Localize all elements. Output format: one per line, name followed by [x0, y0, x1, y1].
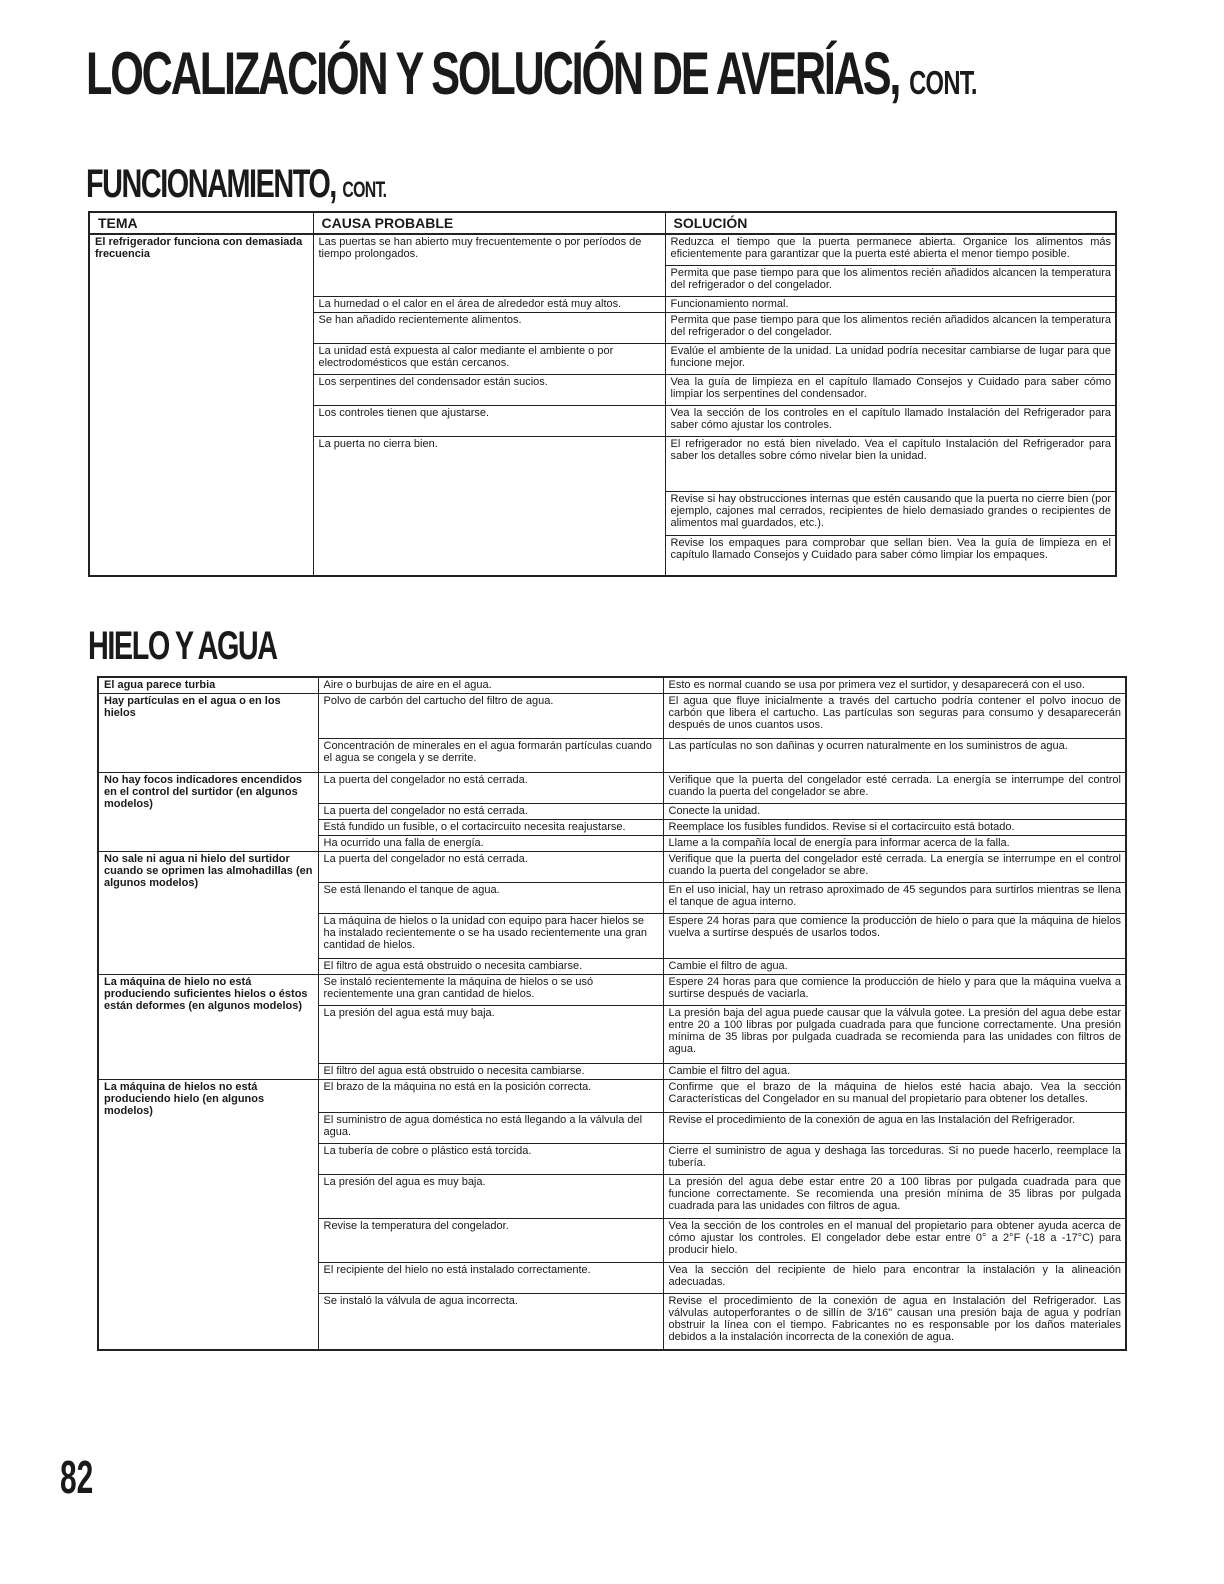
causa-cell: La puerta del congelador no está cerrada. [318, 852, 663, 883]
solucion-cell: El agua que fluye inicialmente a través del cartucho podría contener el polvo inocuo de carbón que libera el cartucho. Las partículas son seguras para consumo y desaparecerán después de unos cuantos usos. [663, 694, 1126, 739]
causa-cell: Aire o burbujas de aire en el agua. [318, 677, 663, 694]
tema-cell: El agua parece turbia [98, 677, 318, 694]
causa-cell: La tubería de cobre o plástico está torcida. [318, 1144, 663, 1175]
causa-cell: Está fundido un fusible, o el cortacircuito necesita reajustarse. [318, 820, 663, 836]
tema-cell: No hay focos indicadores encendidos en el control del surtidor (en algunos modelos) [98, 773, 318, 852]
solucion-cell: Conecte la unidad. [663, 804, 1126, 820]
causa-cell: La humedad o el calor en el área de alrededor está muy altos. [313, 297, 665, 313]
solucion-cell: Cambie el filtro del agua. [663, 1064, 1126, 1080]
solucion-cell: Permita que pase tiempo para que los alimentos recién añadidos alcancen la temperatura del refrigerador o del congelador. [665, 266, 1116, 297]
section-heading-text: FUNCIONAMIENTO, [86, 162, 336, 206]
causa-cell: Polvo de carbón del cartucho del filtro de agua. [318, 694, 663, 739]
solucion-cell: Revise el procedimiento de la conexión de agua en las Instalación del Refrigerador. [663, 1113, 1126, 1144]
causa-cell: Revise la temperatura del congelador. [318, 1219, 663, 1263]
hielo-agua-table [97, 676, 1127, 1351]
causa-cell: Se instaló recientemente la máquina de hielos o se usó recientemente una gran cantidad de hielos. [318, 975, 663, 1006]
section-heading-hielo-agua: HIELO Y AGUA [88, 624, 277, 668]
solucion-cell: Cambie el filtro de agua. [663, 959, 1126, 975]
causa-cell: El recipiente del hielo no está instalado correctamente. [318, 1263, 663, 1294]
table-row [98, 852, 1126, 883]
page-number: 82 [60, 1451, 94, 1503]
page-title-text: LOCALIZACIÓN Y SOLUCIÓN DE AVERÍAS, [86, 40, 900, 107]
header-tema: TEMA [89, 212, 313, 234]
solucion-cell: Revise los empaques para comprobar que sellan bien. Vea la guía de limpieza en el capítulo llamado Consejos y Cuidado para saber cómo limpiar los empaques. [665, 536, 1116, 577]
table-row [98, 1080, 1126, 1113]
solucion-cell: Vea la sección del recipiente de hielo para encontrar la instalación y la alineación adecuadas. [663, 1263, 1126, 1294]
tema-cell: El refrigerador funciona con demasiada frecuencia [89, 234, 313, 576]
solucion-cell: Llame a la compañía local de energía para informar acerca de la falla. [663, 836, 1126, 852]
causa-cell: Se instaló la válvula de agua incorrecta. [318, 1294, 663, 1351]
table-row [98, 773, 1126, 804]
causa-cell: Concentración de minerales en el agua formarán partículas cuando el agua se congela y se derrite. [318, 739, 663, 773]
table-row [98, 677, 1126, 694]
tema-cell: La máquina de hielo no está produciendo suficientes hielos o éstos están deformes (en algunos modelos) [98, 975, 318, 1080]
causa-cell: El filtro de agua está obstruido o necesita cambiarse. [318, 959, 663, 975]
tema-cell: No sale ni agua ni hielo del surtidor cuando se oprimen las almohadillas (en algunos modelos) [98, 852, 318, 975]
solucion-cell: En el uso inicial, hay un retraso aproximado de 45 segundos para surtirlos mientras se llena el tanque de agua interno. [663, 883, 1126, 914]
causa-cell: Se está llenando el tanque de agua. [318, 883, 663, 914]
section-heading-suffix: CONT. [342, 177, 387, 202]
causa-cell: Ha ocurrido una falla de energía. [318, 836, 663, 852]
causa-cell: El filtro del agua está obstruido o necesita cambiarse. [318, 1064, 663, 1080]
causa-cell: La máquina de hielos o la unidad con equipo para hacer hielos se ha instalado recientemente o se ha usado recientemente una gran cantidad de hielos. [318, 914, 663, 959]
solucion-cell: La presión baja del agua puede causar que la válvula gotee. La presión del agua debe estar entre 20 a 100 libras por pulgada cuadrada para que funcione correctamente. Una presión mínima de 35 libras por pulgada cuadrada se recomienda para las unidades con filtros de agua. [663, 1006, 1126, 1064]
tema-cell: Hay partículas en el agua o en los hielos [98, 694, 318, 773]
causa-cell: Los serpentines del condensador están sucios. [313, 375, 665, 406]
solucion-cell: Esto es normal cuando se usa por primera vez el surtidor, y desaparecerá con el uso. [663, 677, 1126, 694]
solucion-cell: La presión del agua debe estar entre 20 a 100 libras por pulgada cuadrada para que funcione correctamente. Se recomienda una presión mínima de 35 libras por pulgada cuadrada para las unidades con filtros de agua. [663, 1175, 1126, 1219]
solucion-cell: Vea la guía de limpieza en el capítulo llamado Consejos y Cuidado para saber cómo limpiar los serpentines del condensador. [665, 375, 1116, 406]
causa-cell: Se han añadido recientemente alimentos. [313, 313, 665, 344]
solucion-cell: Reemplace los fusibles fundidos. Revise si el cortacircuito está botado. [663, 820, 1126, 836]
solucion-cell: Vea la sección de los controles en el capítulo llamado Instalación del Refrigerador para saber cómo ajustar los controles. [665, 406, 1116, 437]
causa-cell: La presión del agua es muy baja. [318, 1175, 663, 1219]
solucion-cell: Revise si hay obstrucciones internas que estén causando que la puerta no cierre bien (por ejemplo, cajones mal cerrados, recipientes de hielo demasiado grandes o recipientes de alimentos mal guardados, etc.). [665, 492, 1116, 536]
header-causa: CAUSA PROBABLE [313, 212, 665, 234]
tema-cell: La máquina de hielos no está produciendo hielo (en algunos modelos) [98, 1080, 318, 1351]
solucion-cell: Evalúe el ambiente de la unidad. La unidad podría necesitar cambiarse de lugar para que funcione mejor. [665, 344, 1116, 375]
causa-cell: Los controles tienen que ajustarse. [313, 406, 665, 437]
causa-cell: El brazo de la máquina no está en la posición correcta. [318, 1080, 663, 1113]
solucion-cell: Verifique que la puerta del congelador esté cerrada. La energía se interrumpe del control cuando la puerta del congelador se abre. [663, 773, 1126, 804]
solucion-cell: El refrigerador no está bien nivelado. Vea el capítulo Instalación del Refrigerador para saber los detalles sobre cómo nivelar bien la unidad. [665, 437, 1116, 492]
causa-cell: La puerta no cierra bien. [313, 437, 665, 577]
solucion-cell: Reduzca el tiempo que la puerta permanece abierta. Organice los alimentos más eficientemente para garantizar que la puerta esté abierta el menor tiempo posible. [665, 234, 1116, 266]
solucion-cell: Revise el procedimiento de la conexión de agua en Instalación del Refrigerador. Las válvulas autoperforantes o de sillín de 3/16" causan una presión baja de agua y podrían obstruir la línea con el tiempo. Fabricantes no es responsable por los daños materiales debidos a la instalación incorrecta de la conexión de agua. [663, 1294, 1126, 1351]
funcionamiento-table [88, 211, 1117, 577]
table-row [89, 234, 1116, 266]
solucion-cell: Espere 24 horas para que comience la producción de hielo o para que la máquina de hielos vuelva a surtirse después de usarlos todos. [663, 914, 1126, 959]
table-header-row [89, 212, 1116, 234]
causa-cell: La presión del agua está muy baja. [318, 1006, 663, 1064]
table-row [98, 694, 1126, 739]
solucion-cell: Espere 24 horas para que comience la producción de hielo y para que la máquina vuelva a surtirse después de vaciarla. [663, 975, 1126, 1006]
causa-cell: El suministro de agua doméstica no está llegando a la válvula del agua. [318, 1113, 663, 1144]
table-row [98, 975, 1126, 1006]
header-solucion: SOLUCIÓN [665, 212, 1116, 234]
page-title [86, 40, 977, 107]
solucion-cell: Las partículas no son dañinas y ocurren naturalmente en los suministros de agua. [663, 739, 1126, 773]
solucion-cell: Vea la sección de los controles en el manual del propietario para obtener ayuda acerca de cómo ajustar los controles. El congelador debe estar entre 0° a 2°F (-18 a -17°C) para producir hielo. [663, 1219, 1126, 1263]
causa-cell: La puerta del congelador no está cerrada. [318, 804, 663, 820]
page-title-suffix: CONT. [909, 64, 977, 101]
solucion-cell: Verifique que la puerta del congelador esté cerrada. La energía se interrumpe en el control cuando la puerta del congelador se abre. [663, 852, 1126, 883]
causa-cell: Las puertas se han abierto muy frecuentemente o por períodos de tiempo prolongados. [313, 234, 665, 297]
causa-cell: La puerta del congelador no está cerrada. [318, 773, 663, 804]
solucion-cell: Cierre el suministro de agua y deshaga las torceduras. Si no puede hacerlo, reemplace la tubería. [663, 1144, 1126, 1175]
solucion-cell: Confirme que el brazo de la máquina de hielos esté hacia abajo. Vea la sección Características del Congelador en su manual del propietario para obtener los detalles. [663, 1080, 1126, 1113]
solucion-cell: Permita que pase tiempo para que los alimentos recién añadidos alcancen la temperatura del refrigerador o del congelador. [665, 313, 1116, 344]
solucion-cell: Funcionamiento normal. [665, 297, 1116, 313]
causa-cell: La unidad está expuesta al calor mediante el ambiente o por electrodomésticos que están cercanos. [313, 344, 665, 375]
section-heading-funcionamiento [86, 164, 386, 204]
